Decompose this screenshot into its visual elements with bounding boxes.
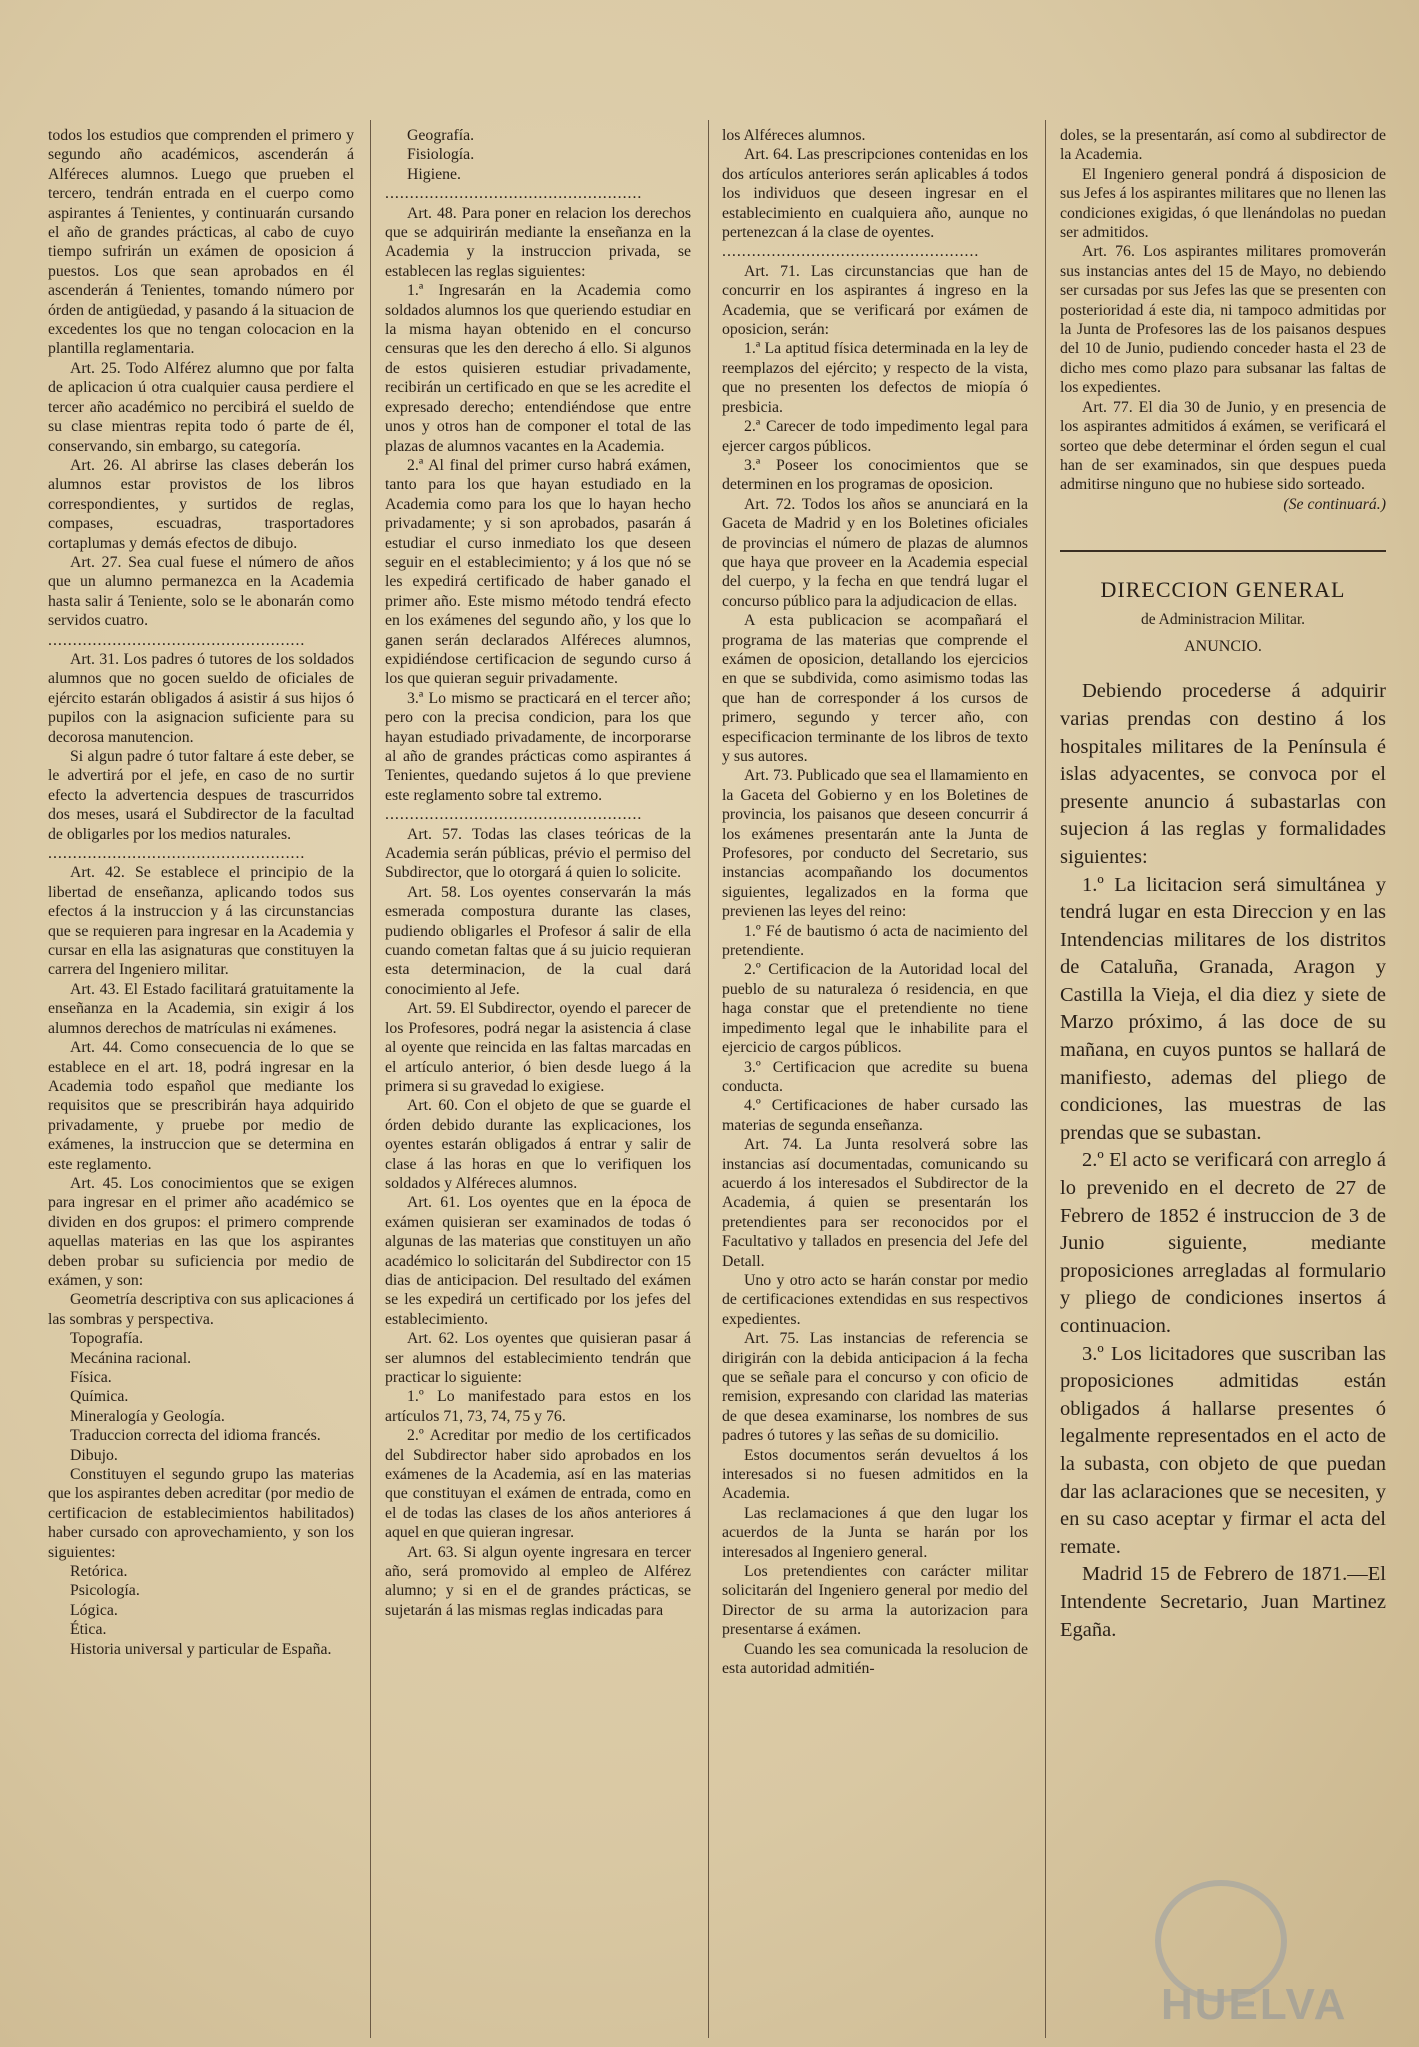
- column-3: [722, 126, 1028, 2038]
- text-paragraph: El Ingeniero general pondrá á disposicion de sus Jefes á los aspirantes militares que no llenen las condiciones exigidas, ó que llenándolas no puedan ser admitidos.: [1060, 165, 1386, 242]
- text-paragraph: Art. 73. Publicado que sea el llamamiento en la Gaceta del Gobierno y en los Boletines de provincia, los paisanos que deseen concurrir á los exámenes presentarán ante la Junta de Profesores, por conducto del Secretario, sus instancias acompañando los documentos siguientes, legalizados en la forma que previenen las leyes del reino:: [722, 767, 1028, 921]
- notice-paragraph: 2.º El acto se verificará con arreglo á lo prevenido en el decreto de 27 de Febrero de 1852 é instruccion de 3 de Junio siguiente, mediante proposiciones arregladas al formulario y pliego de condiciones insertos á continuacion.: [1060, 1149, 1386, 1337]
- text-paragraph: 1.ª La aptitud física determinada en la ley de reemplazos del ejército; y respecto de la vista, que no presenten los defectos de miopía ó presbicia.: [722, 340, 1028, 416]
- dot-leader: ....................................................: [722, 243, 980, 261]
- continuation-note: (Se continuará.): [1283, 495, 1386, 513]
- text-paragraph: Ética.: [70, 1621, 107, 1639]
- text-paragraph: Art. 26. Al abrirse las clases deberán los alumnos estar provistos de los libros correspondientes, y surtidos de reglas, compases, escuadras, trasportadores cortaplumas y demás efectos de dibujo.: [48, 456, 354, 552]
- text-paragraph: Química.: [70, 1388, 129, 1406]
- text-paragraph: A esta publicacion se acompañará el programa de las materias que comprende el exámen de oposicion, detallando los ejercicios en que se subdivida, como asimismo todas las que han de corresponder á los cursos de primero, segundo y tercer año, con especificacion terminante de los libros de texto y sus autores.: [722, 612, 1028, 765]
- dot-leader: ....................................................: [48, 631, 306, 649]
- text-paragraph: Art. 62. Los oyentes que quisieran pasar á ser alumnos del establecimiento tendrán que practicar lo siguiente:: [385, 1330, 691, 1386]
- text-paragraph: 1.º Fé de bautismo ó acta de nacimiento del pretendiente.: [722, 922, 1028, 960]
- text-paragraph: Constituyen el segundo grupo las materias que los aspirantes deben acreditar (por medio de certificacion de establecimientos habilitados) haber cursado con aprovechamiento, y son los siguientes:: [48, 1466, 354, 1561]
- notice-subheading: de Administracion Militar.: [1140, 610, 1306, 628]
- text-paragraph: Art. 76. Los aspirantes militares promoverán sus instancias antes del 15 de Mayo, no debiendo ser cursadas por sus Jefes las que se presenten con posterioridad á este dia, ni tampoco admitidas por la Junta de Profesores las de los paisanos despues del 10 de Junio, pudiendo conceder hasta el 23 de dicho mes como plazo para subsanar las faltas de los expedientes.: [1060, 243, 1386, 397]
- column-4: [1060, 126, 1386, 2038]
- text-paragraph: Topografía.: [70, 1330, 144, 1348]
- text-paragraph: 1.ª Ingresarán en la Academia como soldados alumnos los que queriendo estudiar en la misma hayan obtenido en el concurso censuras que les den derecho á ello. Si algunos de estos quisieren estudiar privadamente, recibirán un certificado en que se les acredite el expresado derecho; entendiéndose que entre unos y otros han de componer el total de las plazas de alumnos vacantes en la Academia.: [385, 282, 691, 455]
- column-rule: [370, 120, 371, 2038]
- text-paragraph: Art. 48. Para poner en relacion los derechos que se adquirirán mediante la enseñanza en la Academia y la instruccion privada, se establecen las reglas siguientes:: [385, 204, 691, 280]
- text-paragraph: Art. 59. El Subdirector, oyendo el parecer de los Profesores, podrá negar la asistencia á clase al oyente que reincida en las faltas marcadas en el artículo anterior, ó bien desde luego á la primera si su gravedad lo exigiese.: [385, 1000, 691, 1095]
- text-paragraph: Estos documentos serán devueltos á los interesados si no fuesen admitidos en la Academia.: [722, 1446, 1028, 1503]
- text-paragraph: Art. 27. Sea cual fuese el número de años que un alumno permanezca en la Academia hasta salir á Teniente, solo se le abonarán como servidos cuatro.: [48, 553, 354, 630]
- notice-signature: Madrid 15 de Febrero de 1871.—El Intendente Secretario, Juan Martinez Egaña.: [1060, 1563, 1386, 1641]
- column-4-articles: [1060, 126, 1386, 495]
- text-paragraph: Retórica.: [70, 1563, 128, 1581]
- text-paragraph: 2.º Certificacion de la Autoridad local del pueblo de su naturaleza ó residencia, en que haga constar que el pretendiente no tiene impedimento legal que le inhabilite para el ejercicio de cargos públicos.: [722, 961, 1028, 1057]
- dot-leader: ....................................................: [48, 845, 306, 863]
- library-stamp: [1145, 1880, 1385, 2030]
- text-paragraph: Art. 64. Las prescripciones contenidas en los dos artículos anteriores serán aplicables á todos los individuos que deseen ingresar en el establecimiento en cualquiera año, aunque no pertenezcan á la clase de oyentes.: [722, 146, 1028, 242]
- column-1: [48, 126, 354, 2038]
- text-paragraph: 3.ª Poseer los conocimientos que se determinen en los programas de oposicion.: [722, 456, 1028, 494]
- text-paragraph: Uno y otro acto se harán constar por medio de certificaciones extendidas en sus respectivos expedientes.: [722, 1271, 1028, 1328]
- text-paragraph: Art. 42. Se establece el principio de la libertad de enseñanza, aplicando todos sus efectos á la instruccion y á las circunstancias que se requieren para ingresar en la Academia y cursar en ella las asignaturas que constituyen la carrera del Ingeniero militar.: [48, 864, 354, 979]
- section-divider: [1060, 550, 1386, 552]
- text-paragraph: doles, se la presentarán, así como al subdirector de la Academia.: [1060, 127, 1386, 164]
- text-paragraph: Art. 45. Los conocimientos que se exigen para ingresar en el primer año académico se dividen en dos grupos: el primero comprende aquellas materias en las que los aspirantes deben probar su suficiencia por medio de exámen, y son:: [48, 1174, 354, 1289]
- text-paragraph: Traduccion correcta del idioma francés.: [70, 1427, 321, 1445]
- text-paragraph: Cuando les sea comunicada la resolucion de esta autoridad admitién-: [722, 1640, 1028, 1678]
- notice-body: [1060, 678, 1386, 1644]
- text-paragraph: Geometría descriptiva con sus aplicaciones á las sombras y perspectiva.: [48, 1291, 354, 1328]
- text-paragraph: 4.º Certificaciones de haber cursado las materias de segunda enseñanza.: [722, 1097, 1028, 1134]
- column-rule: [1045, 120, 1046, 2038]
- notice-paragraph: Debiendo procederse á adquirir varias prendas con destino á los hospitales militares de la Península é islas adyacentes, se convoca por el presente anuncio á subastarlas con sujecion á las reglas y formalidades siguientes:: [1060, 680, 1386, 868]
- text-paragraph: 3.º Certificacion que acredite su buena conducta.: [722, 1058, 1028, 1095]
- text-paragraph: Geografía.: [407, 127, 475, 144]
- text-paragraph: Lógica.: [70, 1601, 118, 1619]
- text-paragraph: Art. 25. Todo Alférez alumno que por falta de aplicacion ú otra cualquier causa perdiere el tercer año académico no percibirá el sueldo de su clase mientras repita todo ó parte de él, conservando, sin embargo, su categoría.: [48, 359, 354, 455]
- text-paragraph: Fisiología.: [407, 146, 475, 164]
- text-paragraph: Art. 71. Las circunstancias que han de concurrir en los aspirantes á ingreso en la Academia, que se verificará por exámen de oposicion, serán:: [722, 262, 1028, 339]
- text-paragraph: Higiene.: [407, 165, 461, 183]
- text-paragraph: Art. 72. Todos los años se anunciará en la Gaceta de Madrid y en los Boletines oficiales de provincias el número de plazas de alumnos que haya que proveer en la Academia especial del cuerpo, y la fecha en que tendrá lugar el concurso público para la adjudicacion de ellas.: [722, 495, 1028, 610]
- text-paragraph: Art. 44. Como consecuencia de lo que se establece en el art. 18, podrá ingresar en la Academia todo español que mediante los requisitos que se prescribirán haya adquirido privadamente, y pruebe por medio de exámenes, la instruccion que se determina en este reglamento.: [48, 1039, 354, 1173]
- dot-leader: ....................................................: [385, 806, 643, 824]
- text-paragraph: 1.º Lo manifestado para estos en los artículos 71, 73, 74, 75 y 76.: [385, 1388, 691, 1425]
- text-paragraph: todos los estudios que comprenden el primero y segundo año académicos, ascenderán á Alféreces alumnos. Luego que prueben el tercero, tendrán entrada en el cuerpo como aspirantes á Tenientes, y continuarán cursando el año de grandes prácticas, al cabo de cuyo tiempo sufrirán un exámen de oposicion á puestos. Los que sean aprobados en él ascenderán á Tenientes, tomando número por órden de antigüedad, y pasando á la situacion de excedentes los que no tengan colocacion en la plantilla reglamentaria.: [48, 127, 354, 358]
- text-paragraph: Mecánina racional.: [70, 1349, 192, 1367]
- text-paragraph: Art. 43. El Estado facilitará gratuitamente la enseñanza en la Academia, sin exigir á los alumnos derechos de matrículas ni exámenes.: [48, 980, 354, 1037]
- text-paragraph: Art. 60. Con el objeto de que se guarde el órden debido durante las explicaciones, los oyentes estarán obligados á entrar y salir de clase á las horas en que lo verifiquen los soldados y Alféreces alumnos.: [385, 1097, 691, 1192]
- text-paragraph: Art. 57. Todas las clases teóricas de la Academia serán públicas, prévio el permiso del Subdirector, que lo otorgará á quien lo solicite.: [385, 825, 691, 882]
- text-paragraph: 2.º Acreditar por medio de los certificados del Subdirector haber sido aprobados en los exámenes de la Academia, así en las materias que constituyan el exámen de entrada, como en el de todas las clases de los años anteriores á aquel en que quieran ingresar.: [385, 1427, 691, 1542]
- notice-paragraph: 1.º La licitacion será simultánea y tendrá lugar en esta Direccion y en las Intendencias militares de los distritos de Cataluña, Granada, Aragon y Castilla la Vieja, el dia diez y siete de Marzo próximo, á las doce de su mañana, en cuyos puntos se hallará de manifiesto, ademas del pliego de condiciones, las muestras de las prendas que se subastan.: [1060, 873, 1386, 1144]
- text-paragraph: Historia universal y particular de España.: [70, 1640, 332, 1658]
- column-rule: [708, 120, 709, 2038]
- notice-paragraph: 3.º Los licitadores que suscriban las proposiciones admitidas están obligados á hallarse presentes ó legalmente representados en el acto de la subasta, con objeto de que puedan dar las aclaraciones que se necesiten, y en su caso aceptar y firmar el acta del remate.: [1060, 1342, 1386, 1558]
- text-paragraph: Art. 31. Los padres ó tutores de los soldados alumnos que no gocen sueldo de oficiales de ejército estarán obligados á asistir á sus hijos ó pupilos con la asignacion suficiente para su decorosa manutencion.: [48, 650, 354, 746]
- text-paragraph: Art. 77. El dia 30 de Junio, y en presencia de los aspirantes admitidos á exámen, se verificará el sorteo que debe determinar el órden segun el cual han de ser examinados, sin que despues pueda admitirse ninguno que no hubiese sido sorteado.: [1060, 398, 1386, 494]
- notice-label: ANUNCIO.: [1184, 637, 1262, 655]
- column-2: [385, 126, 691, 2038]
- text-paragraph: 2.ª Carecer de todo impedimento legal para ejercer cargos públicos.: [722, 418, 1028, 455]
- text-paragraph: los Alféreces alumnos.: [722, 127, 866, 144]
- text-paragraph: Psicología.: [70, 1582, 140, 1600]
- notice-heading: DIRECCION GENERAL: [1100, 577, 1346, 603]
- text-paragraph: Art. 58. Los oyentes conservarán la más esmerada compostura durante las clases, pudiendo obligarles el Profesor á salir de ella cuando cometan faltas que á su juicio requieran esta determinacion, de la cual dará conocimiento al Jefe.: [385, 883, 691, 998]
- dot-leader: ....................................................: [385, 185, 643, 203]
- text-paragraph: Las reclamaciones á que den lugar los acuerdos de la Junta se harán por los interesados al Ingeniero general.: [722, 1504, 1028, 1561]
- text-paragraph: Los pretendientes con carácter militar solicitarán del Ingeniero general por medio del Director de su arma la autorizacion para presentarse á exámen.: [722, 1563, 1028, 1639]
- text-paragraph: Art. 63. Si algun oyente ingresara en tercer año, será promovido al empleo de Alférez alumno; y si en el de grandes prácticas, se sujetarán á las mismas reglas indicadas para: [385, 1543, 691, 1619]
- text-paragraph: Física.: [70, 1369, 112, 1386]
- text-paragraph: Mineralogía y Geología.: [70, 1407, 225, 1425]
- stamp-text: HUELVA: [1161, 1980, 1348, 2029]
- text-paragraph: Dibujo.: [70, 1446, 118, 1464]
- text-paragraph: Art. 75. Las instancias de referencia se dirigirán con la debida anticipacion á la fecha que se señale para el concurso y con oficio de remision, expresando con claridad las materias de que desea examinarse, los nombres de sus padres ó tutores y las señas de su domicilio.: [722, 1330, 1028, 1445]
- text-paragraph: Art. 74. La Junta resolverá sobre las instancias así documentadas, comunicando su acuerdo á los interesados el Subdirector de la Academia, á quien se presentarán los pretendientes para ser reconocidos por el Facultativo y tallados en presencia del Jefe del Detall.: [722, 1136, 1028, 1270]
- text-paragraph: 2.ª Al final del primer curso habrá exámen, tanto para los que hayan estudiado en la Academia como para los que lo hayan hecho privadamente; y si son aprobados, pasarán á estudiar el curso inmediato los que deseen seguir en el establecimiento; y á los que nó se les expedirá certificado de haber ganado el primer año. Este mismo método tendrá efecto en los exámenes del segundo año, y los que lo ganen serán declarados Alféreces alumnos, expidiéndose certificacion de segundo curso á los que quieran seguir privadamente.: [385, 456, 691, 688]
- text-paragraph: Si algun padre ó tutor faltare á este deber, se le advertirá por el jefe, en caso de no surtir efecto la advertencia despues de trascurridos dos meses, usará el Subdirector de la facultad de obligarles por los medios naturales.: [48, 748, 354, 843]
- text-paragraph: Art. 61. Los oyentes que en la época de exámen quisieran ser examinados de todas ó algunas de las materias que constituyen un año académico lo solicitarán del Subdirector con 15 dias de anticipacion. Del resultado del exámen se les expedirá un certificado por los jefes del establecimiento.: [385, 1194, 691, 1328]
- text-paragraph: 3.ª Lo mismo se practicará en el tercer año; pero con la precisa condicion, para los que hayan estudiado privadamente, de incorporarse al año de grandes prácticas como aspirantes á Tenientes, quedando sujetos á lo que previene este reglamento sobre tal extremo.: [385, 689, 691, 804]
